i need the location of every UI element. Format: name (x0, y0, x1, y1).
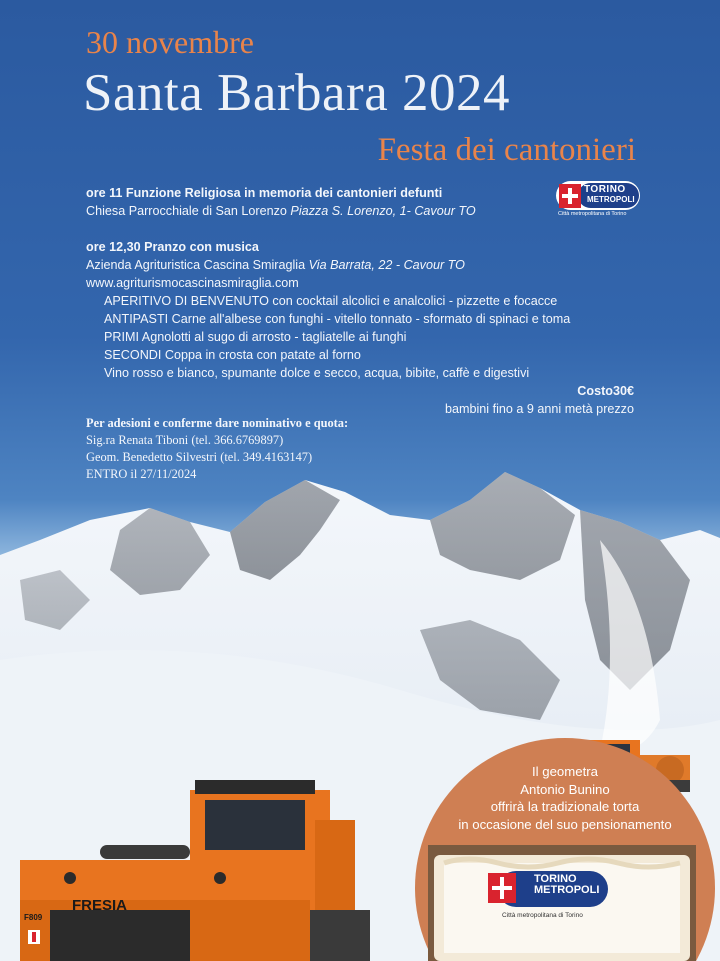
cake-image (428, 845, 696, 961)
announcement-line1: Il geometra (532, 764, 598, 779)
event2-place: Azienda Agrituristica Cascina Smiraglia (86, 258, 306, 272)
booking-contact1: Sig.ra Renata Tiboni (tel. 366.6769897) (86, 433, 284, 447)
menu-item (104, 294, 557, 308)
event1-heading: ore 11 Funzione Religiosa in memoria dei cantonieri defunti (86, 186, 443, 200)
booking-deadline: ENTRO il 27/11/2024 (86, 467, 197, 481)
menu-item-text: Agnolotti al sugo di arrosto - tagliatelle ai funghi (141, 330, 407, 344)
menu-item (104, 330, 406, 344)
announcement-line3: offrirà la tradizionale torta (490, 799, 640, 814)
event-date: 30 novembre (86, 24, 254, 60)
price-cost: Costo30€ (577, 384, 634, 398)
fresia-snowplow-truck (20, 760, 380, 961)
cake-logo-line1: TORINO (534, 873, 577, 885)
menu-item-text: con cocktail alcolici e analcolici - pizzette e focacce (272, 294, 558, 308)
truck-plate: F809 (24, 913, 43, 922)
event-subtitle: Festa dei cantonieri (377, 132, 636, 168)
shield-icon (559, 184, 581, 208)
event2-location (86, 258, 465, 272)
event-title: Santa Barbara 2024 (83, 64, 510, 122)
logo-line1: TORINO (584, 184, 626, 195)
logo-caption: Città metropolitana di Torino (558, 211, 627, 217)
logo-line2: METROPOLI (587, 195, 635, 204)
menu-item-label: PRIMI (104, 330, 139, 344)
menu-item-label: SECONDI (104, 348, 162, 362)
cake-logo-caption: Città metropolitana di Torino (502, 912, 583, 919)
announcement-text (420, 763, 710, 833)
cake-logo-text (534, 874, 599, 896)
menu-item-text: Carne all'albese con funghi - vitello tonnato - sformato di spinaci e toma (171, 312, 571, 326)
event2-address: Via Barrata, 22 - Cavour TO (308, 258, 465, 272)
event1-address: Piazza S. Lorenzo, 1- Cavour TO (290, 204, 476, 218)
menu-item (104, 312, 570, 326)
torino-metropoli-logo (556, 181, 641, 217)
truck-brand: FRESIA (72, 897, 128, 914)
menu-item-text: Vino rosso e bianco, spumante dolce e secco, acqua, bibite, caffè e digestivi (104, 366, 530, 380)
event2-website: www.agriturismocascinasmiraglia.com (86, 276, 299, 290)
event1-location (86, 204, 476, 218)
booking-heading: Per adesioni e conferme dare nominativo e quota: (86, 416, 349, 430)
price-children: bambini fino a 9 anni metà prezzo (444, 402, 634, 416)
event1-place: Chiesa Parrocchiale di San Lorenzo (86, 204, 287, 218)
event2-heading: ore 12,30 Pranzo con musica (86, 240, 259, 254)
announcement-line4: in occasione del suo pensionamento (458, 816, 672, 832)
booking-contact2: Geom. Benedetto Silvestri (tel. 349.4163147) (86, 450, 313, 464)
menu-item-label: ANTIPASTI (104, 312, 169, 326)
menu-item (104, 348, 361, 362)
cake-logo-line2: METROPOLI (534, 884, 600, 896)
menu-item-label: APERITIVO DI BENVENUTO (104, 294, 269, 308)
announcement-line2: Antonio Bunino (520, 781, 610, 797)
menu-item (104, 366, 529, 380)
menu-item-text: Coppa in crosta con patate al forno (164, 348, 361, 362)
